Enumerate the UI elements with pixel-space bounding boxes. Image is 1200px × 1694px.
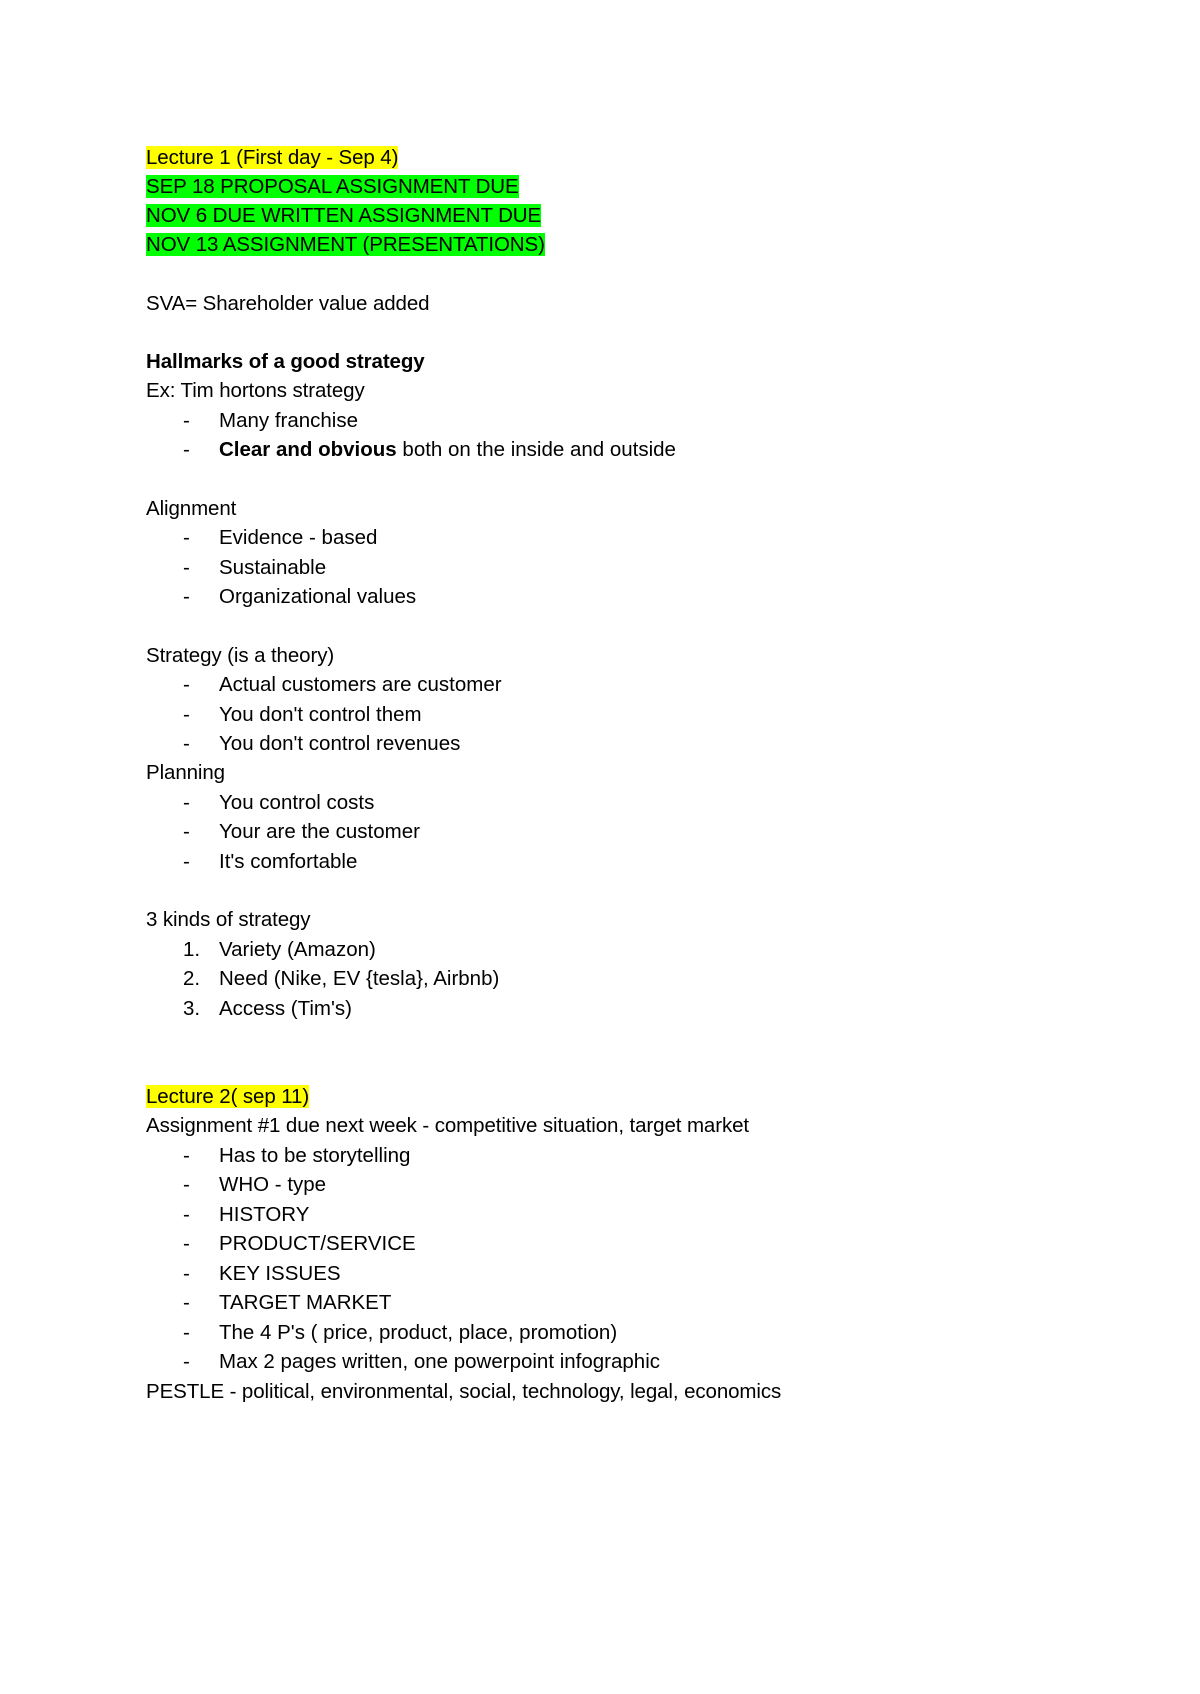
bullet-marker: - (183, 409, 190, 432)
strategy-title: Strategy (is a theory) (146, 644, 335, 667)
bullet-marker: - (183, 1144, 190, 1167)
list-item (183, 1202, 310, 1228)
list-item-text: Organizational values (219, 585, 417, 608)
list-item (183, 1320, 618, 1346)
bullet-marker: - (183, 585, 190, 608)
bullet-marker: - (183, 1262, 190, 1285)
list-item (183, 731, 461, 757)
due-date-line (146, 174, 519, 200)
list-item (183, 672, 502, 698)
pestle-line: PESTLE - political, environmental, social, technology, legal, economics (146, 1380, 782, 1403)
list-item (183, 1290, 392, 1316)
list-item-text: You don't control them (219, 703, 422, 726)
list-item-text (219, 437, 676, 463)
numbered-item-text: Need (Nike, EV {tesla}, Airbnb) (219, 967, 500, 990)
numbered-item (183, 996, 352, 1022)
lecture2-heading-text: Lecture 2( sep 11) (146, 1085, 310, 1108)
list-item-text: PRODUCT/SERVICE (219, 1232, 416, 1255)
list-item (183, 1231, 416, 1257)
list-item (183, 1143, 411, 1169)
list-item-text: You control costs (219, 791, 375, 814)
list-item-text: Actual customers are customer (219, 673, 502, 696)
list-item (183, 1349, 661, 1375)
due-date-line (146, 203, 541, 229)
bullet-marker: - (183, 791, 190, 814)
bullet-marker: - (183, 850, 190, 873)
bullet-marker: - (183, 703, 190, 726)
bullet-marker: - (183, 1203, 190, 1226)
sva-definition: SVA= Shareholder value added (146, 292, 430, 315)
hallmarks-example: Ex: Tim hortons strategy (146, 379, 365, 402)
list-item (183, 702, 422, 728)
numbered-item-text: Access (Tim's) (219, 997, 352, 1020)
list-item-text: Sustainable (219, 556, 327, 579)
bullet-marker: - (183, 1321, 190, 1344)
bullet-marker: - (183, 1291, 190, 1314)
numbered-item-text: Variety (Amazon) (219, 938, 376, 961)
list-item-text: HISTORY (219, 1203, 310, 1226)
list-item-text: Has to be storytelling (219, 1144, 411, 1167)
list-item (183, 525, 378, 551)
bullet-marker: - (183, 673, 190, 696)
list-item (183, 849, 358, 875)
list-item-text: TARGET MARKET (219, 1291, 392, 1314)
list-item-text: KEY ISSUES (219, 1262, 341, 1285)
due-date-presentations: NOV 13 ASSIGNMENT (PRESENTATIONS) (146, 233, 545, 256)
bullet-marker: - (183, 820, 190, 843)
list-item (183, 1172, 327, 1198)
list-item (183, 555, 327, 581)
due-date-line (146, 232, 545, 258)
bullet-marker: - (183, 732, 190, 755)
bullet-marker: - (183, 1173, 190, 1196)
planning-title: Planning (146, 761, 225, 784)
number-marker: 2. (183, 967, 201, 990)
hallmarks-title: Hallmarks of a good strategy (146, 350, 425, 373)
number-marker: 1. (183, 938, 201, 961)
lecture1-heading-text: Lecture 1 (First day - Sep 4) (146, 146, 399, 169)
due-date-proposal: SEP 18 PROPOSAL ASSIGNMENT DUE (146, 175, 519, 198)
list-item-text: The 4 P's ( price, product, place, promotion) (219, 1321, 618, 1344)
assignment-line: Assignment #1 due next week - competitive situation, target market (146, 1114, 750, 1137)
list-item (183, 819, 420, 845)
list-item-text: Evidence - based (219, 526, 378, 549)
list-item-text: Many franchise (219, 409, 359, 432)
lecture2-heading (146, 1084, 309, 1110)
emphasis-text: Clear and obvious (219, 438, 397, 461)
bullet-marker: - (183, 1232, 190, 1255)
list-item (183, 584, 417, 610)
number-marker: 3. (183, 997, 201, 1020)
kinds-title: 3 kinds of strategy (146, 908, 311, 931)
due-date-written: NOV 6 DUE WRITTEN ASSIGNMENT DUE (146, 204, 542, 227)
list-item-text: It's comfortable (219, 850, 358, 873)
list-item-text: Max 2 pages written, one powerpoint infographic (219, 1350, 661, 1373)
list-item-rest: both on the inside and outside (396, 438, 676, 461)
numbered-item (183, 966, 500, 992)
bullet-marker: - (183, 556, 190, 579)
list-item (183, 790, 375, 816)
list-item-text: You don't control revenues (219, 732, 461, 755)
lecture1-heading (146, 145, 398, 171)
bullet-marker: - (183, 526, 190, 549)
list-item-text: WHO - type (219, 1173, 327, 1196)
list-item (183, 437, 676, 463)
bullet-marker: - (183, 438, 190, 461)
bullet-marker: - (183, 1350, 190, 1373)
list-item-text: Your are the customer (219, 820, 420, 843)
list-item (183, 1261, 341, 1287)
alignment-title: Alignment (146, 497, 237, 520)
numbered-item (183, 937, 376, 963)
list-item (183, 408, 359, 434)
